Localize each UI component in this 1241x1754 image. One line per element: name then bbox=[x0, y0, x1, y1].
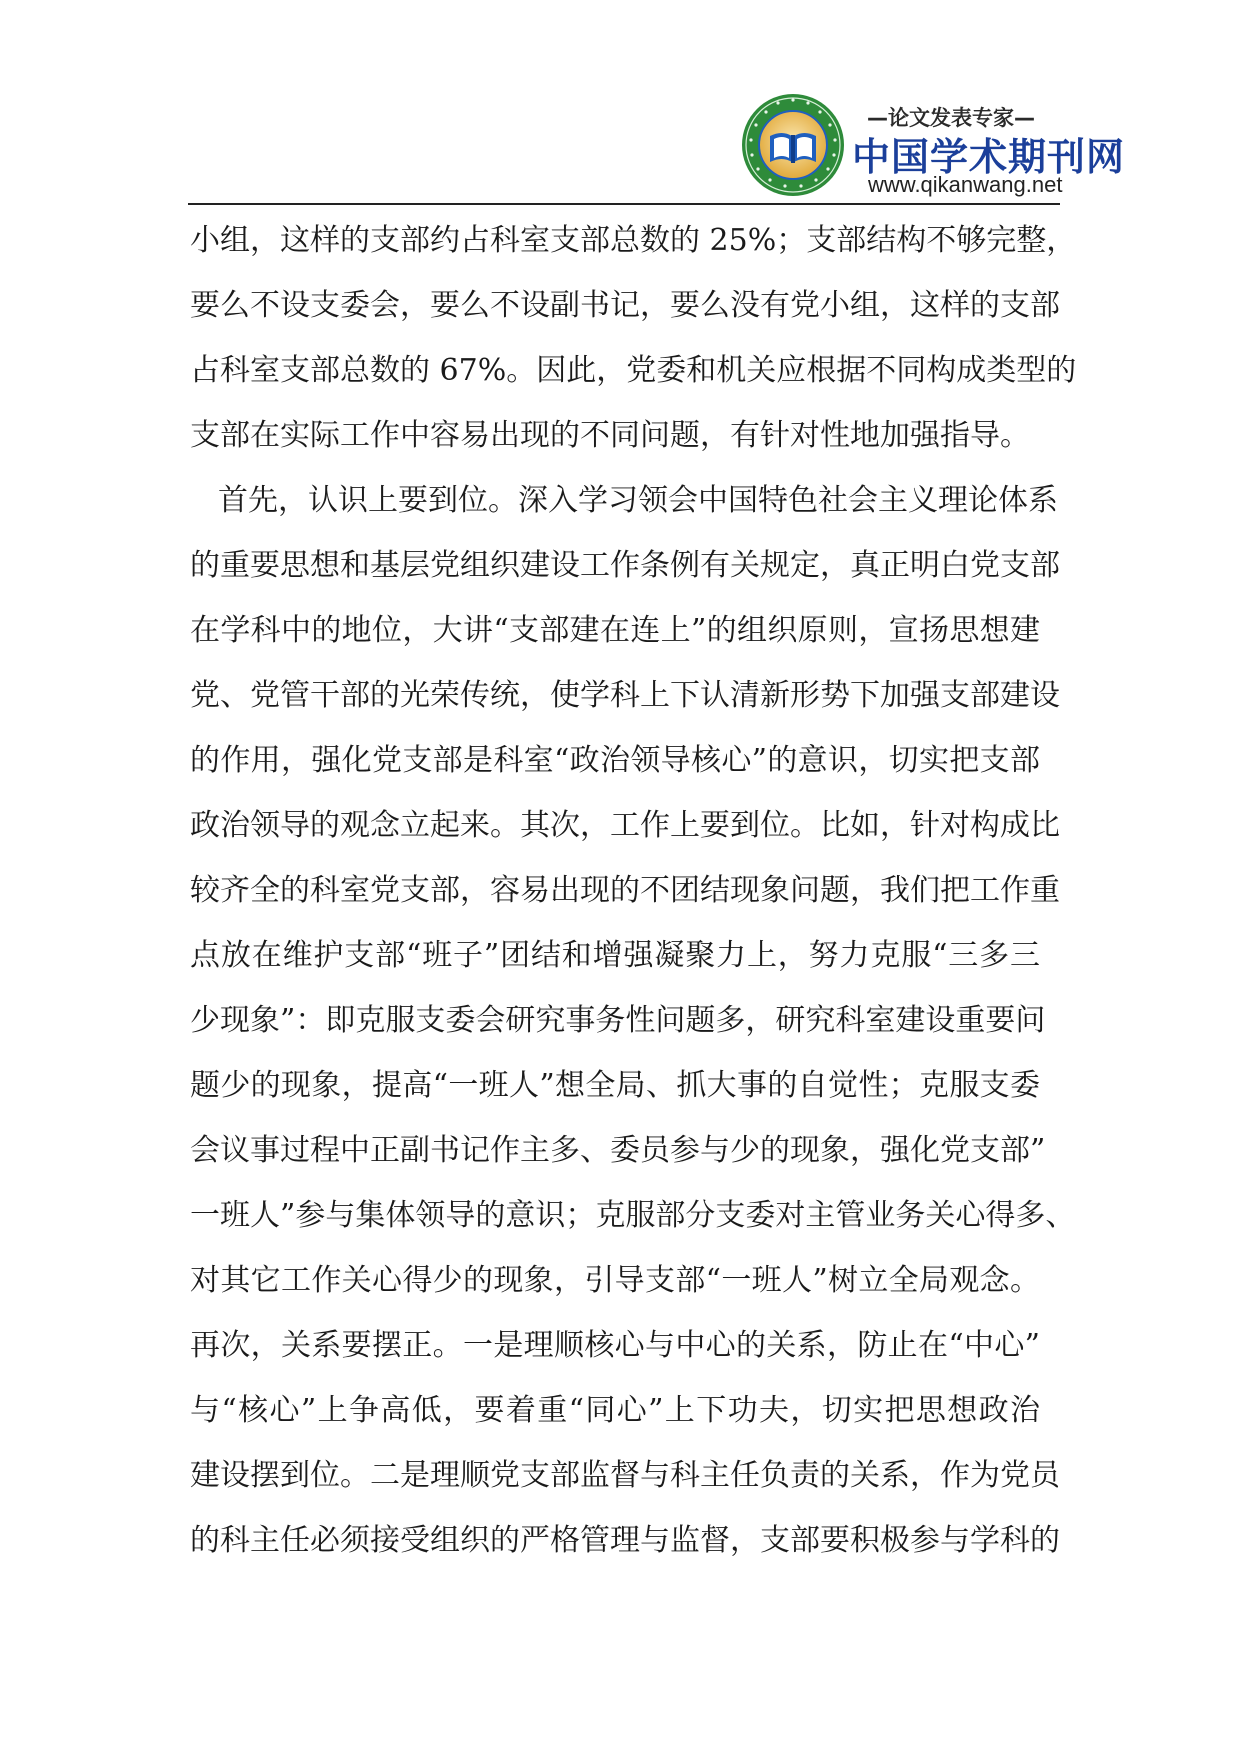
header-tagline: —论文发表专家— bbox=[867, 106, 1035, 130]
text-line: 党、党管干部的光荣传统，使学科上下认清新形势下加强支部建设 bbox=[190, 678, 1060, 713]
text-line: 点放在维护支部“班子”团结和增强凝聚力上，努力克服“三多三 bbox=[190, 938, 1040, 973]
paragraph-start-line: 首先，认识上要到位。深入学习领会中国特色社会主义理论体系 bbox=[218, 483, 1058, 518]
text-line: 的作用，强化党支部是科室“政治领导核心”的意识，切实把支部 bbox=[190, 743, 1040, 778]
text-line: 的重要思想和基层党组织建设工作条例有关规定，真正明白党支部 bbox=[190, 548, 1060, 583]
text-line: 对其它工作关心得少的现象，引导支部“一班人”树立全局观念。 bbox=[190, 1263, 1040, 1298]
text-line: 支部在实际工作中容易出现的不同问题，有针对性地加强指导。 bbox=[190, 418, 1030, 453]
text-line: 政治领导的观念立起来。其次，工作上要到位。比如，针对构成比 bbox=[190, 808, 1060, 843]
text-line: 少现象”：即克服支委会研究事务性问题多，研究科室建设重要问 bbox=[190, 1003, 1046, 1038]
text-line: 在学科中的地位，大讲“支部建在连上”的组织原则，宣扬思想建 bbox=[190, 613, 1040, 648]
text-line: 占科室支部总数的 67%。因此，党委和机关应根据不同构成类型的 bbox=[190, 353, 1077, 388]
text-line: 较齐全的科室党支部，容易出现的不团结现象问题，我们把工作重 bbox=[190, 873, 1060, 908]
site-name: 中国学术期刊网 bbox=[852, 135, 1126, 179]
text-line: 题少的现象，提高“一班人”想全局、抓大事的自觉性；克服支委 bbox=[190, 1068, 1040, 1103]
book-seal-icon bbox=[740, 92, 846, 198]
document-body bbox=[190, 208, 1077, 1573]
text-line: 一班人”参与集体领导的意识；克服部分支委对主管业务关心得多、 bbox=[190, 1198, 1076, 1233]
text-line: 要么不设支委会，要么不设副书记，要么没有党小组，这样的支部 bbox=[190, 288, 1060, 323]
text-line: 会议事过程中正副书记作主多、委员参与少的现象，强化党支部” bbox=[190, 1133, 1046, 1168]
text-line: 建设摆到位。二是理顺党支部监督与科主任负责的关系，作为党员 bbox=[190, 1458, 1060, 1493]
header-divider bbox=[188, 203, 1060, 205]
site-url: www.qikanwang.net bbox=[868, 172, 1063, 197]
text-line: 再次，关系要摆正。一是理顺核心与中心的关系，防止在“中心” bbox=[190, 1328, 1040, 1363]
text-line: 与“核心”上争高低，要着重“同心”上下功夫，切实把思想政治 bbox=[190, 1393, 1040, 1428]
text-line: 小组，这样的支部约占科室支部总数的 25%；支部结构不够完整， bbox=[190, 223, 1077, 258]
text-line: 的科主任必须接受组织的严格管理与监督，支部要积极参与学科的 bbox=[190, 1523, 1060, 1558]
page-header bbox=[0, 0, 1241, 205]
